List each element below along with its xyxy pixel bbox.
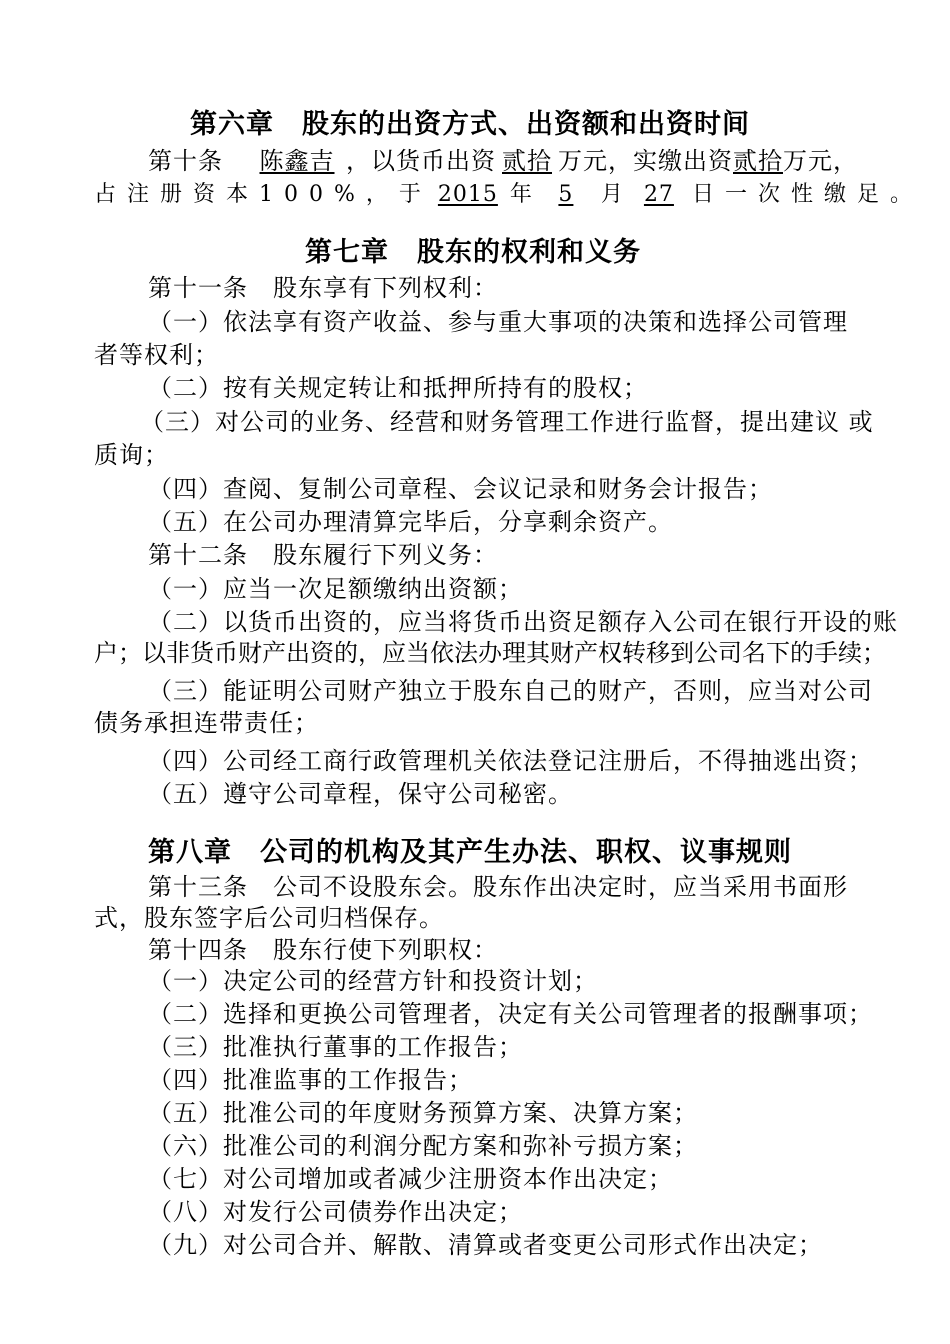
duties-item: （三）能证明公司财产独立于股东自己的财产，否则，应当对公司 <box>148 677 873 705</box>
shareholder-name: 陈鑫吉 <box>259 147 335 175</box>
article-13-line-1: 第十三条 公司不设股东会。股东作出决定时，应当采用书面形 <box>148 873 848 901</box>
chapter-6-heading: 第六章 股东的出资方式、出资额和出资时间 <box>190 109 750 140</box>
powers-item: （三）批准执行董事的工作报告； <box>148 1033 523 1061</box>
article-12: 第十二条 股东履行下列义务： <box>148 541 498 569</box>
article-10-text-2: 万元，实缴出资 <box>558 147 733 175</box>
powers-item: （九）对公司合并、解散、清算或者变更公司形式作出决定； <box>148 1231 823 1259</box>
capital-amount: 贰拾 <box>502 147 552 175</box>
duties-item: （一）应当一次足额缴纳出资额； <box>148 575 523 603</box>
year-unit: 年 <box>509 182 533 207</box>
paid-amount: 贰拾 <box>733 147 783 175</box>
duties-item: 户；以非货币财产出资的，应当依法办理其财产权转移到公司名下的手续； <box>94 639 886 667</box>
powers-item: （八）对发行公司债券作出决定； <box>148 1198 523 1226</box>
duties-item: 债务承担连带责任； <box>94 709 319 737</box>
article-10-text-5: 日一次性缴足。 <box>691 182 923 207</box>
month-unit: 月 <box>600 182 624 207</box>
rights-item: （一）依法享有资产收益、参与重大事项的决策和选择公司管理 <box>148 308 848 336</box>
payment-month: 5 <box>558 182 574 207</box>
article-10-line-2 <box>94 180 923 210</box>
chapter-7-heading: 第七章 股东的权利和义务 <box>305 237 641 268</box>
chapter-8-heading: 第八章 公司的机构及其产生办法、职权、议事规则 <box>148 837 792 868</box>
article-10-line-1 <box>148 146 858 176</box>
duties-item: （五）遵守公司章程，保守公司秘密。 <box>148 780 573 808</box>
rights-item: （五）在公司办理清算完毕后，分享剩余资产。 <box>148 508 673 536</box>
article-14: 第十四条 股东行使下列职权： <box>148 936 498 964</box>
article-10-text-1: ，以货币出资 <box>346 147 496 175</box>
rights-item: 质询； <box>94 441 169 469</box>
article-10-text-4: 占注册资本100%，于 <box>94 182 432 207</box>
rights-item: （四）查阅、复制公司章程、会议记录和财务会计报告； <box>148 475 773 503</box>
powers-item: （一）决定公司的经营方针和投资计划； <box>148 967 598 995</box>
duties-item: （四）公司经工商行政管理机关依法登记注册后，不得抽逃出资； <box>148 747 873 775</box>
duties-item: （二）以货币出资的，应当将货币出资足额存入公司在银行开设的账 <box>148 608 898 636</box>
rights-item: 者等权利； <box>94 341 219 369</box>
powers-item: （四）批准监事的工作报告； <box>148 1066 473 1094</box>
payment-day: 27 <box>643 182 674 207</box>
article-10-text-3: 万元， <box>783 147 858 175</box>
rights-item: （二）按有关规定转让和抵押所持有的股权； <box>148 374 648 402</box>
article-13-line-2: 式，股东签字后公司归档保存。 <box>94 904 444 932</box>
article-11: 第十一条 股东享有下列权利： <box>148 274 498 302</box>
powers-item: （二）选择和更换公司管理者，决定有关公司管理者的报酬事项； <box>148 1000 873 1028</box>
powers-item: （五）批准公司的年度财务预算方案、决算方案； <box>148 1099 698 1127</box>
article-10-prefix: 第十条 <box>148 147 248 175</box>
rights-item: （三）对公司的业务、经营和财务管理工作进行监督，提出建议 或 <box>140 408 874 436</box>
powers-item: （七）对公司增加或者减少注册资本作出决定； <box>148 1165 673 1193</box>
payment-year: 2015 <box>437 182 498 207</box>
powers-item: （六）批准公司的利润分配方案和弥补亏损方案； <box>148 1132 698 1160</box>
